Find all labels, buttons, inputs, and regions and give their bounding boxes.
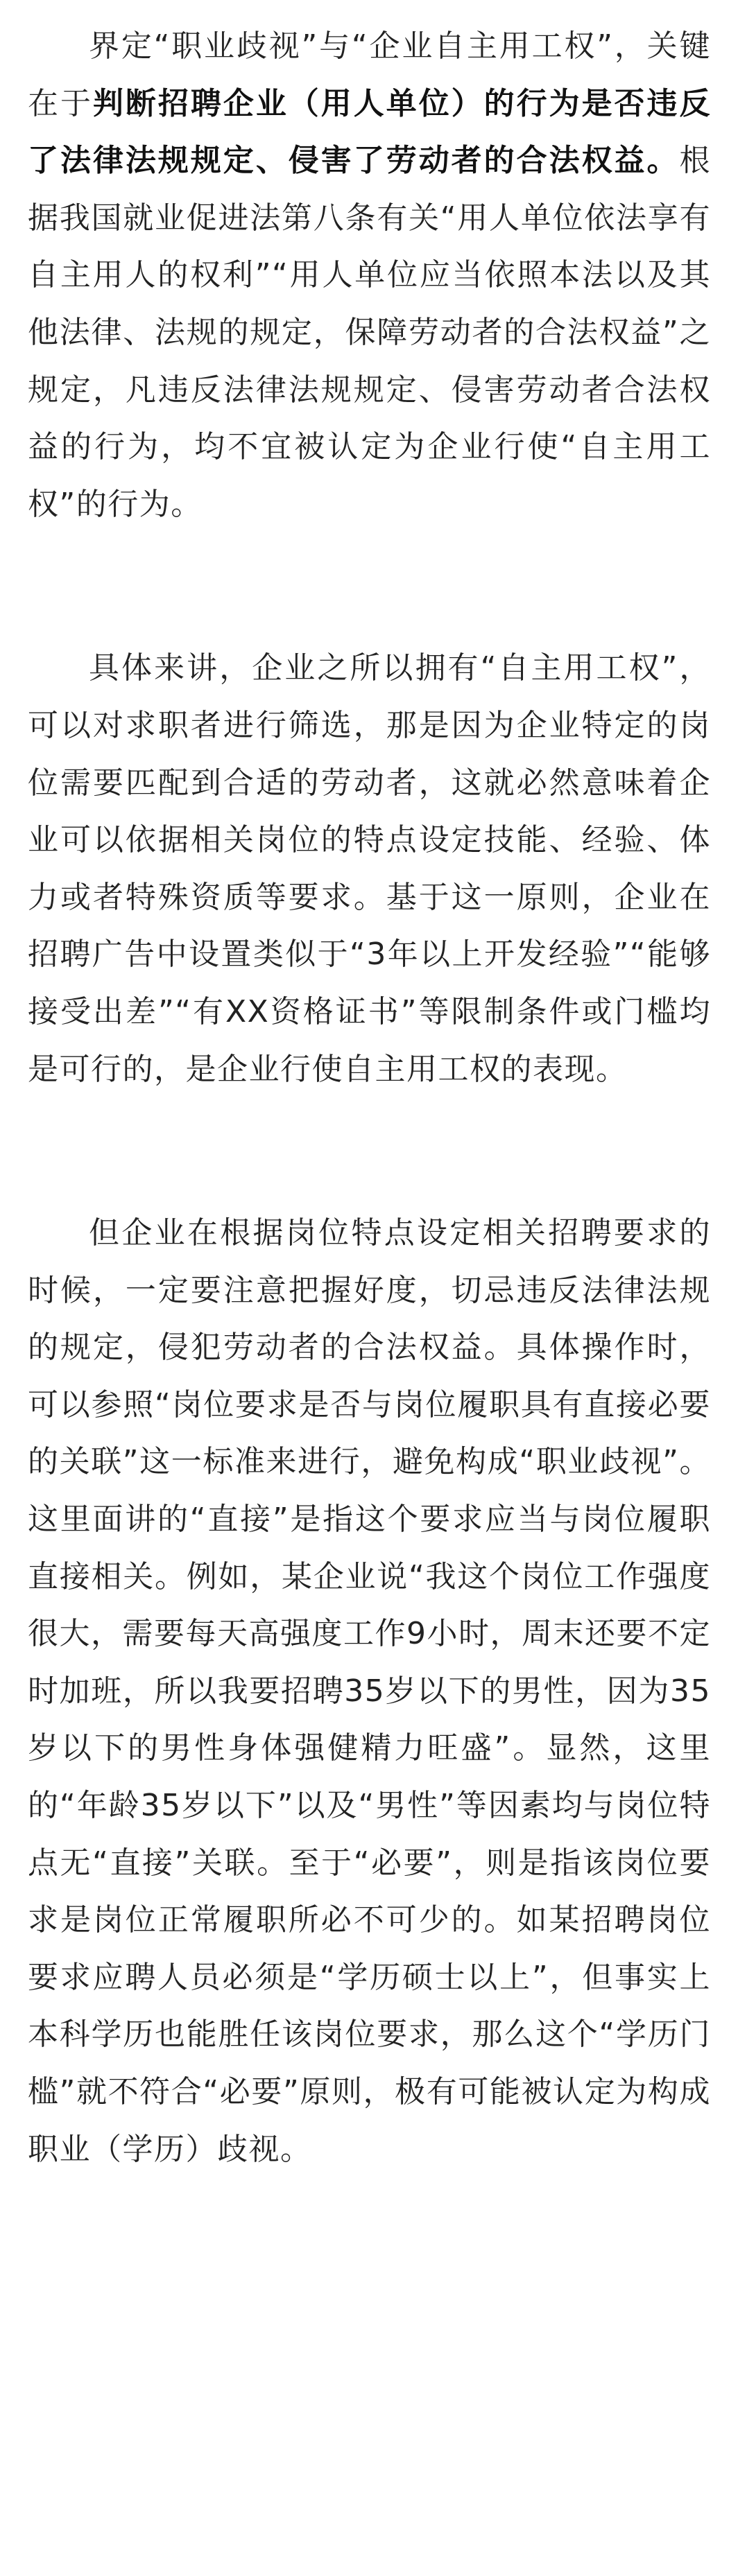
paragraph-1-text-a: 界定“职业歧视”与“企业自主用工权”，关键在于 <box>28 28 711 121</box>
paragraph-1-bold-text: 判断招聘企业（用人单位）的行为是否违反了法律法规规定、侵害了劳动者的合法权益。 <box>28 85 712 179</box>
paragraph-1 <box>28 18 711 533</box>
article-body <box>28 18 711 2178</box>
paragraph-3: 但企业在根据岗位特点设定相关招聘要求的时候，一定要注意把握好度，切忌违反法律法规的规定，侵犯劳动者的合法权益。具体操作时，可以参照“岗位要求是否与岗位履职具有直接必要的关联”这一标准来进行，避免构成“职业歧视”。这里面讲的“直接”是指这个要求应当与岗位履职直接相关。例如，某企业说“我这个岗位工作强度很大，需要每天高强度工作9小时，周末还要不定时加班，所以我要招聘35岁以下的男性，因为35岁以下的男性身体强健精力旺盛”。显然，这里的“年龄35岁以下”以及“男性”等因素均与岗位特点无“直接”关联。至于“必要”，则是指该岗位要求是岗位正常履职所必不可少的。如某招聘岗位要求应聘人员必须是“学历硕士以上”，但事实上本科学历也能胜任该岗位要求，那么这个“学历门槛”就不符合“必要”原则，极有可能被认定为构成职业（学历）歧视。 <box>28 1215 711 2167</box>
paragraph-1-text-b: 根据我国就业促进法第八条有关“用人单位依法享有自主用人的权利”“用人单位应当依照本法以及其他法律、法规的规定，保障劳动者的合法权益”之规定，凡违反法律法规规定、侵害劳动者合法权益的行为，均不宜被认定为企业行使“自主用工权”的行为。 <box>28 143 711 522</box>
paragraph-2: 具体来讲，企业之所以拥有“自主用工权”，可以对求职者进行筛选，那是因为企业特定的岗位需要匹配到合适的劳动者，这就必然意味着企业可以依据相关岗位的特点设定技能、经验、体力或者特殊资质等要求。基于这一原则，企业在招聘广告中设置类似于“3年以上开发经验”“能够接受出差”“有XX资格证书”等限制条件或门槛均是可行的，是企业行使自主用工权的表现。 <box>28 650 711 1087</box>
